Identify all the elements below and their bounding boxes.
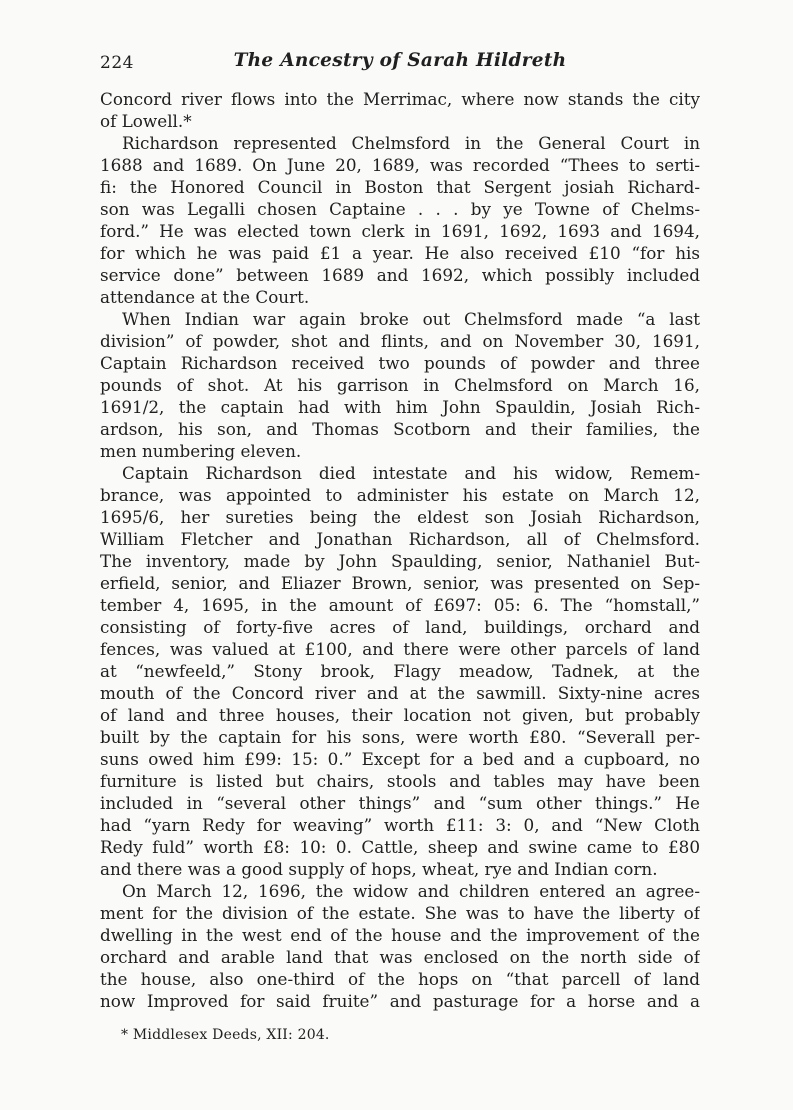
text-line: When Indian war again broke out Chelmsford made “a last — [122, 309, 700, 329]
text-line: The inventory, made by John Spaulding, senior, Nathaniel But- — [100, 551, 700, 571]
running-title: The Ancestry of Sarah Hildreth — [233, 50, 567, 71]
text-line: included in “several other things” and “sum other things.” He — [100, 793, 700, 813]
text-line: for which he was paid £1 a year. He also received £10 “for his — [100, 243, 700, 263]
text-line: had “yarn Redy for weaving” worth £11: 3: 0, and “New Cloth — [100, 815, 700, 835]
text-line: men numbering eleven. — [100, 441, 302, 461]
body-paragraphs — [100, 88, 700, 1012]
paragraph — [100, 462, 700, 880]
text-line: fences, was valued at £100, and there were other parcels of land — [100, 639, 700, 659]
text-line: and there was a good supply of hops, wheat, rye and Indian corn. — [100, 859, 658, 879]
text-line: at “newfeeld,” Stony brook, Flagy meadow, Tadnek, at the — [100, 661, 700, 681]
text-line: Redy fuld” worth £8: 10: 0. Cattle, sheep and swine came to £80 — [100, 837, 700, 857]
text-line: furniture is listed but chairs, stools and tables may have been — [100, 771, 700, 791]
text-line: now Improved for said fruite” and pasturage for a horse and a — [100, 991, 700, 1011]
text-line: mouth of the Concord river and at the sawmill. Sixty-nine acres — [100, 683, 700, 703]
text-line: 1691/2, the captain had with him John Spauldin, Josiah Rich- — [100, 397, 700, 417]
text-line: ardson, his son, and Thomas Scotborn and their families, the — [100, 419, 700, 439]
text-line: Richardson represented Chelmsford in the General Court in — [122, 133, 700, 153]
text-line: pounds of shot. At his garrison in Chelmsford on March 16, — [100, 375, 700, 395]
text-line: erfield, senior, and Eliazer Brown, senior, was presented on Sep- — [100, 573, 700, 593]
footnote: * Middlesex Deeds, XII: 204. — [121, 1027, 330, 1043]
paragraph — [100, 88, 700, 132]
text-line: division” of powder, shot and flints, and on November 30, 1691, — [100, 331, 700, 351]
text-line: orchard and arable land that was enclosed on the north side of — [100, 947, 700, 967]
text-line: 1688 and 1689. On June 20, 1689, was recorded “Thees to serti- — [100, 155, 700, 175]
paragraph — [100, 308, 700, 462]
page-header — [100, 50, 700, 76]
text-line: brance, was appointed to administer his estate on March 12, — [100, 485, 700, 505]
text-line: tember 4, 1695, in the amount of £697: 05: 6. The “homstall,” — [100, 595, 700, 615]
text-line: suns owed him £99: 15: 0.” Except for a bed and a cupboard, no — [100, 749, 700, 769]
text-line: Concord river flows into the Merrimac, where now stands the city — [100, 89, 700, 109]
paragraph — [100, 132, 700, 308]
text-line: son was Legalli chosen Captaine . . . by ye Towne of Chelms- — [100, 199, 700, 219]
text-line: the house, also one-third of the hops on “that parcell of land — [100, 969, 700, 989]
text-line: 1695/6, her sureties being the eldest son Josiah Richardson, — [100, 507, 700, 527]
text-line: Captain Richardson died intestate and his widow, Remem- — [122, 463, 700, 483]
text-line: William Fletcher and Jonathan Richardson, all of Chelmsford. — [100, 529, 700, 549]
text-line: service done” between 1689 and 1692, which possibly included — [100, 265, 700, 285]
text-line: attendance at the Court. — [100, 287, 310, 307]
text-line: consisting of forty-five acres of land, buildings, orchard and — [100, 617, 700, 637]
text-line: ment for the division of the estate. She was to have the liberty of — [100, 903, 700, 923]
text-line: ford.” He was elected town clerk in 1691, 1692, 1693 and 1694, — [100, 221, 700, 241]
text-line: Captain Richardson received two pounds of powder and three — [100, 353, 700, 373]
text-line: of Lowell.* — [100, 111, 192, 131]
page-number: 224 — [100, 53, 134, 73]
text-line: dwelling in the west end of the house and the improvement of the — [100, 925, 700, 945]
text-line: built by the captain for his sons, were worth £80. “Severall per- — [100, 727, 700, 747]
paragraph — [100, 880, 700, 1012]
text-line: of land and three houses, their location not given, but probably — [100, 705, 700, 725]
text-line: fi: the Honored Council in Boston that Sergent josiah Richard- — [100, 177, 700, 197]
text-line: On March 12, 1696, the widow and children entered an agree- — [122, 881, 700, 901]
